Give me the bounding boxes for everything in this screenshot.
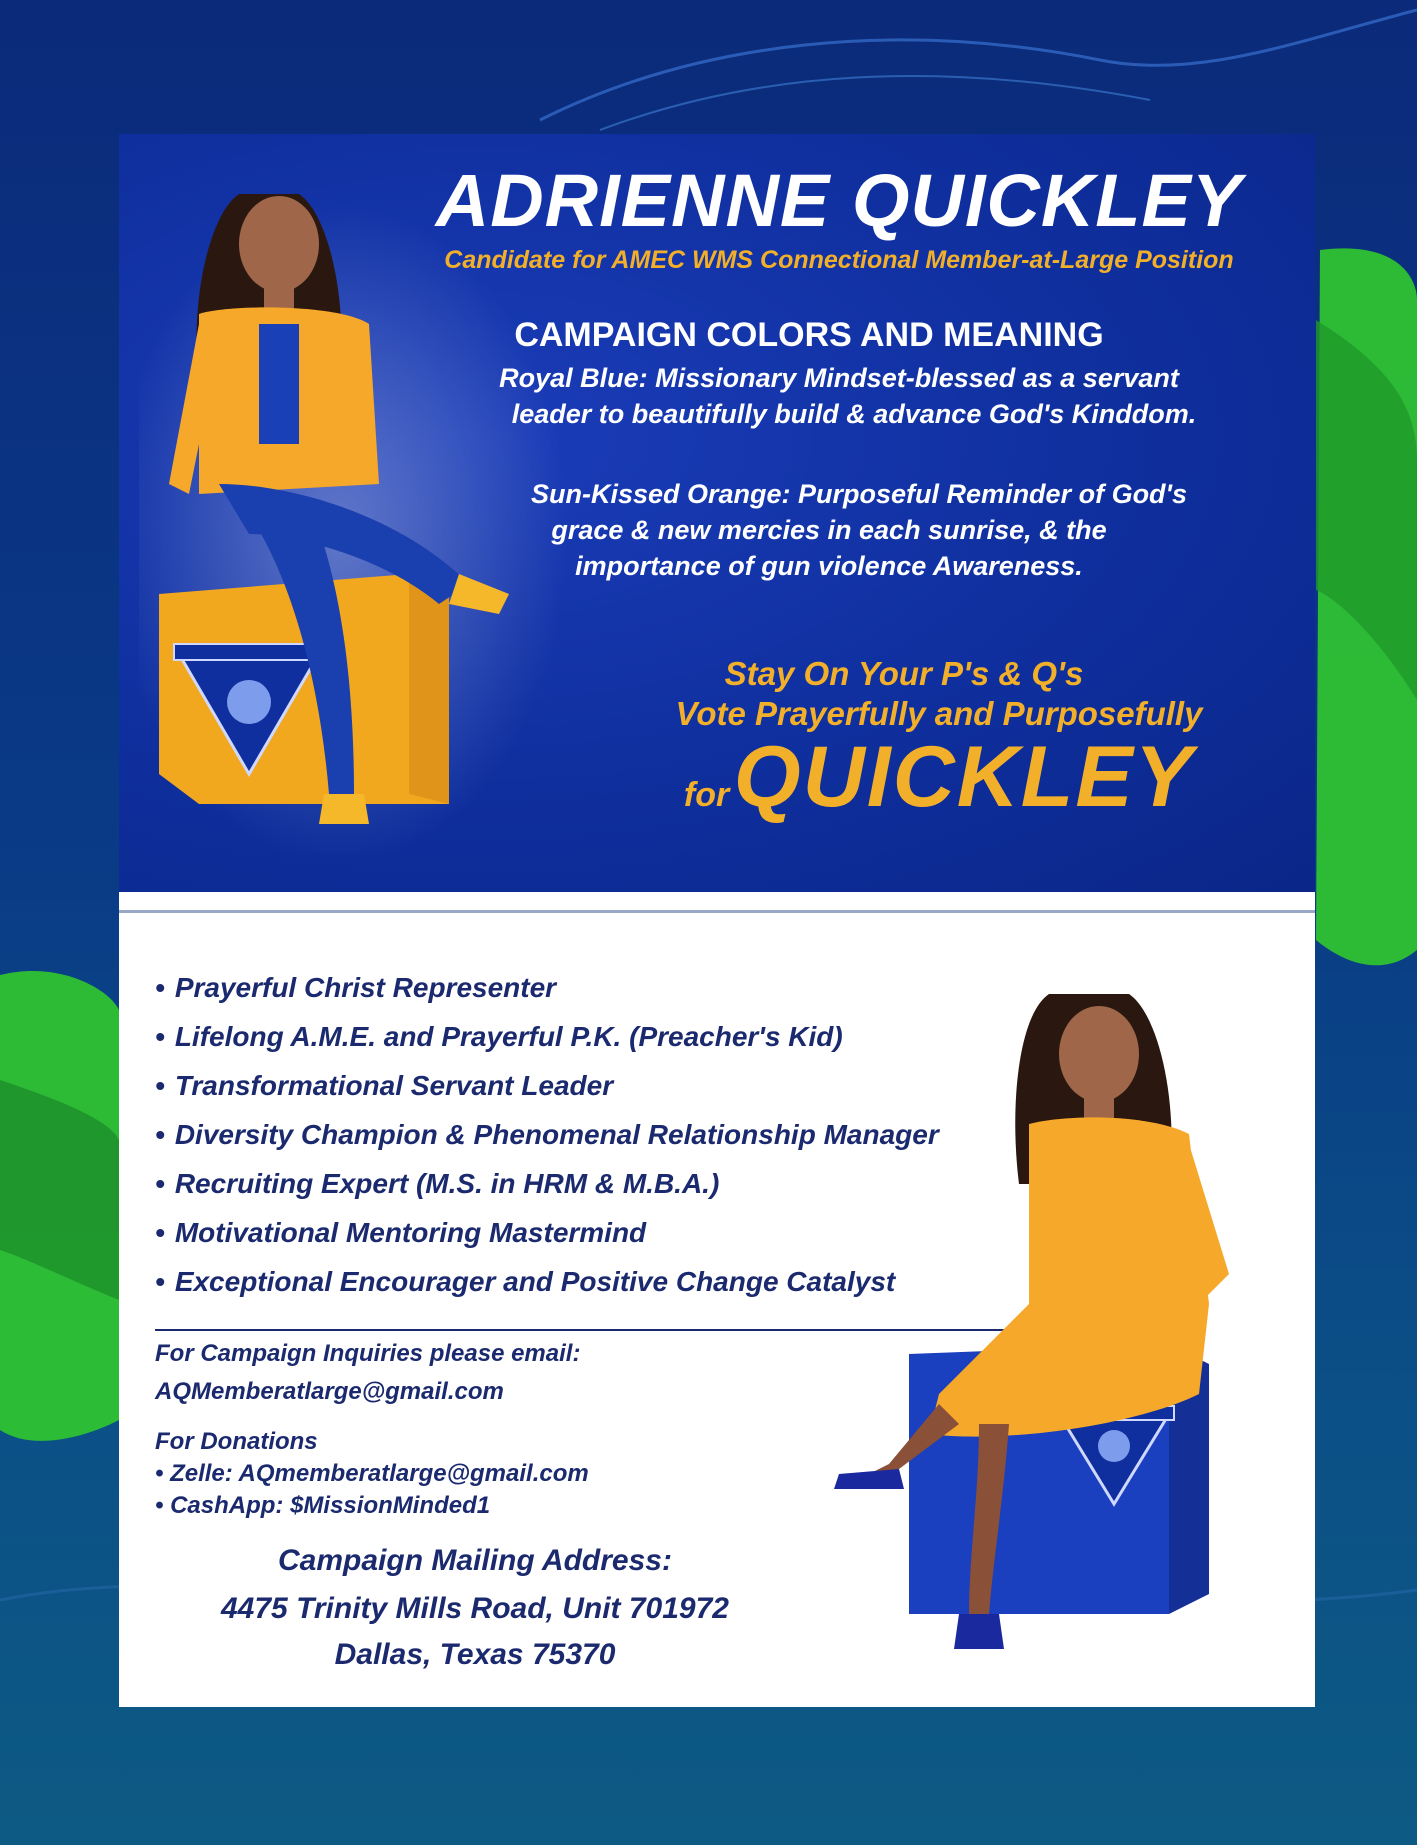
quickley-word: QUICKLEY bbox=[733, 729, 1195, 825]
campaign-flyer bbox=[119, 134, 1315, 1707]
orange-line-1: Sun-Kissed Orange: Purposeful Reminder of God's bbox=[530, 479, 1187, 509]
royal-blue-meaning bbox=[459, 360, 1219, 432]
list-item: • Transformational Servant Leader bbox=[155, 1070, 939, 1119]
vote-for-quickley bbox=[619, 728, 1259, 827]
orange-line-3: importance of gun violence Awareness. bbox=[575, 551, 1083, 581]
top-panel bbox=[119, 134, 1315, 892]
mailing-address-street: 4475 Trinity Mills Road, Unit 701972 bbox=[221, 1592, 729, 1625]
candidate-photo-bottom bbox=[809, 974, 1289, 1694]
slogan bbox=[619, 654, 1259, 734]
orange-meaning bbox=[469, 476, 1189, 584]
candidate-position-subtitle: Candidate for AMEC WMS Connectional Member-at-Large Position bbox=[444, 246, 1234, 274]
royal-blue-line-1: Royal Blue: Missionary Mindset-blessed as a servant bbox=[499, 363, 1179, 393]
list-item: • Diversity Champion & Phenomenal Relationship Manager bbox=[155, 1119, 939, 1168]
list-item: • Lifelong A.M.E. and Prayerful P.K. (Preacher's Kid) bbox=[155, 1021, 939, 1070]
orange-line-2: grace & new mercies in each sunrise, & the bbox=[551, 515, 1107, 545]
list-item: • Exceptional Encourager and Positive Change Catalyst bbox=[155, 1266, 939, 1315]
candidate-name-heading: ADRIENNE QUICKLEY bbox=[435, 159, 1243, 242]
mailing-address-city: Dallas, Texas 75370 bbox=[334, 1638, 616, 1671]
royal-blue-line-2: leader to beautifully build & advance God's Kinddom. bbox=[511, 399, 1197, 429]
slogan-line-2: Vote Prayerfully and Purposefully bbox=[675, 695, 1203, 732]
section-divider bbox=[119, 910, 1315, 913]
list-item: • Prayerful Christ Representer bbox=[155, 972, 939, 1021]
inquiries-label: For Campaign Inquiries please email: bbox=[155, 1340, 581, 1367]
for-word: for bbox=[683, 776, 730, 814]
list-item: • Recruiting Expert (M.S. in HRM & M.B.A.) bbox=[155, 1168, 939, 1217]
inquiries-email: AQMemberatlarge@gmail.com bbox=[155, 1378, 504, 1405]
slogan-line-1: Stay On Your P's & Q's bbox=[724, 655, 1084, 692]
campaign-colors-heading: CAMPAIGN COLORS AND MEANING bbox=[514, 316, 1104, 354]
list-item: • Motivational Mentoring Mastermind bbox=[155, 1217, 939, 1266]
mailing-address-label: Campaign Mailing Address: bbox=[278, 1544, 672, 1577]
zelle-info: • Zelle: AQmemberatlarge@gmail.com bbox=[155, 1460, 589, 1487]
cashapp-info: • CashApp: $MissionMinded1 bbox=[155, 1492, 491, 1519]
donations-label: For Donations bbox=[155, 1428, 318, 1455]
